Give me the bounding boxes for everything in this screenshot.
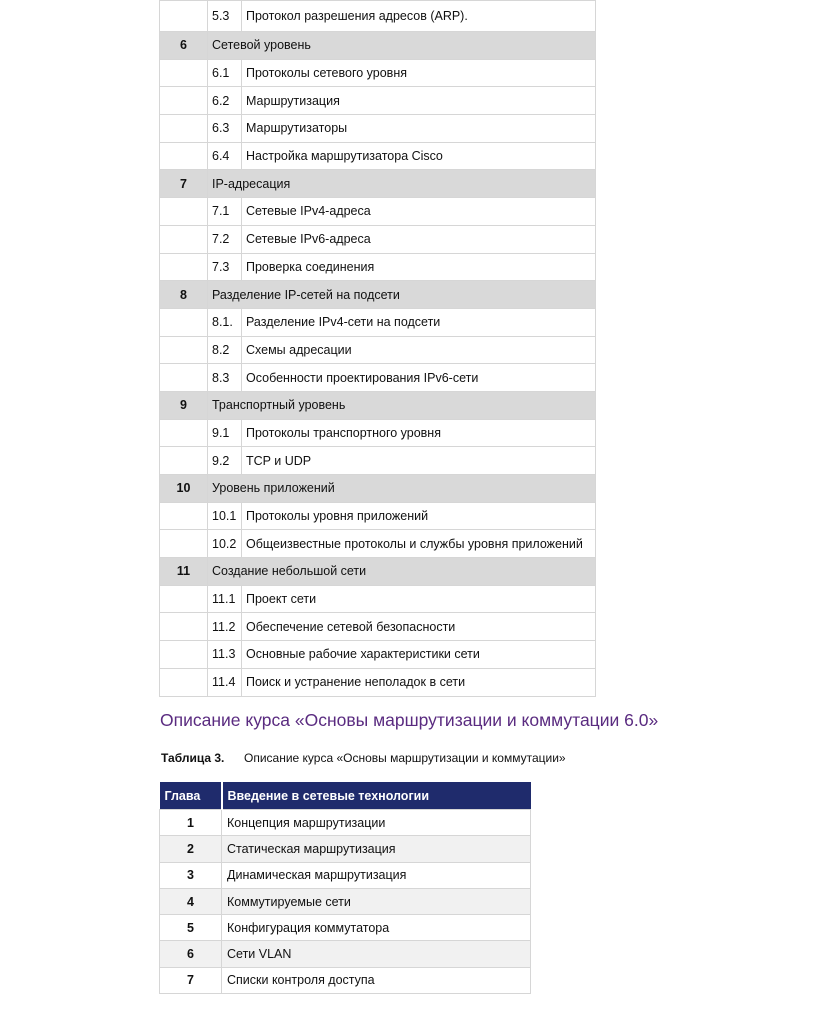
section-row	[160, 59, 596, 87]
chapter-title: Концепция маршрутизации	[222, 810, 531, 836]
table-row	[160, 836, 531, 862]
section-title: Общеизвестные протоколы и службы уровня приложений	[242, 530, 596, 558]
section-number: 8.3	[208, 364, 242, 392]
section-number: 9.1	[208, 419, 242, 447]
course-outline-table	[159, 0, 596, 697]
section-title: Маршрутизация	[242, 87, 596, 115]
section-number: 8.2	[208, 336, 242, 364]
chapter-number: 9	[160, 391, 208, 419]
chapter-number: 1	[160, 810, 222, 836]
chapter-number: 5	[160, 915, 222, 941]
section-title: Особенности проектирования IPv6-сети	[242, 364, 596, 392]
section-number: 6.1	[208, 59, 242, 87]
chapter-number: 2	[160, 836, 222, 862]
section-number: 6.3	[208, 115, 242, 143]
empty-cell	[160, 253, 208, 281]
empty-cell	[160, 502, 208, 530]
table-row	[160, 915, 531, 941]
empty-cell	[160, 225, 208, 253]
chapter-title: Статическая маршрутизация	[222, 836, 531, 862]
chapter-row	[160, 391, 596, 419]
chapter-title: Конфигурация коммутатора	[222, 915, 531, 941]
caption-label: Таблица 3.	[161, 751, 225, 765]
chapter-title: Списки контроля доступа	[222, 967, 531, 993]
section-row	[160, 198, 596, 226]
section-number: 7.2	[208, 225, 242, 253]
empty-cell	[160, 87, 208, 115]
section-row	[160, 1, 596, 32]
empty-cell	[160, 668, 208, 696]
empty-cell	[160, 142, 208, 170]
empty-cell	[160, 364, 208, 392]
chapter-title: Сетевой уровень	[208, 32, 596, 60]
section-title: Поиск и устранение неполадок в сети	[242, 668, 596, 696]
section-row	[160, 613, 596, 641]
empty-cell	[160, 641, 208, 669]
section-row	[160, 419, 596, 447]
section-row	[160, 668, 596, 696]
table-row	[160, 810, 531, 836]
section-number: 7.1	[208, 198, 242, 226]
chapter-number: 7	[160, 170, 208, 198]
chapter-title: Коммутируемые сети	[222, 888, 531, 914]
empty-cell	[160, 308, 208, 336]
chapter-title: Уровень приложений	[208, 475, 596, 503]
table-row	[160, 941, 531, 967]
chapter-number: 7	[160, 967, 222, 993]
chapter-number: 4	[160, 888, 222, 914]
section-title: Протоколы уровня приложений	[242, 502, 596, 530]
empty-cell	[160, 59, 208, 87]
section-number: 6.4	[208, 142, 242, 170]
empty-cell	[160, 198, 208, 226]
section-title: Проект сети	[242, 585, 596, 613]
section-row	[160, 585, 596, 613]
section-row	[160, 308, 596, 336]
section-row	[160, 502, 596, 530]
chapter-number: 8	[160, 281, 208, 309]
chapter-title: Транспортный уровень	[208, 391, 596, 419]
empty-cell	[160, 585, 208, 613]
section-heading: Описание курса «Основы маршрутизации и коммутации 6.0»	[160, 710, 659, 730]
section-number: 11.2	[208, 613, 242, 641]
section-number: 10.2	[208, 530, 242, 558]
section-row	[160, 87, 596, 115]
empty-cell	[160, 530, 208, 558]
caption-text: Описание курса «Основы маршрутизации и коммутации»	[244, 751, 566, 765]
section-title: Маршрутизаторы	[242, 115, 596, 143]
routing-switching-table	[159, 782, 531, 994]
header-title: Введение в сетевые технологии	[222, 782, 531, 810]
table-row	[160, 967, 531, 993]
chapter-number: 6	[160, 32, 208, 60]
section-row	[160, 115, 596, 143]
chapter-title: IP-адресация	[208, 170, 596, 198]
chapter-title: Разделение IP-сетей на подсети	[208, 281, 596, 309]
section-title: Настройка маршрутизатора Cisco	[242, 142, 596, 170]
section-title: Проверка соединения	[242, 253, 596, 281]
section-title: Обеспечение сетевой безопасности	[242, 613, 596, 641]
table-row	[160, 862, 531, 888]
section-row	[160, 142, 596, 170]
section-row	[160, 641, 596, 669]
chapter-row	[160, 281, 596, 309]
empty-cell	[160, 447, 208, 475]
chapter-title: Динамическая маршрутизация	[222, 862, 531, 888]
chapter-title: Сети VLAN	[222, 941, 531, 967]
section-title: Протокол разрешения адресов (ARP).	[242, 1, 596, 32]
empty-cell	[160, 336, 208, 364]
chapter-row	[160, 475, 596, 503]
section-number: 10.1	[208, 502, 242, 530]
chapter-row	[160, 170, 596, 198]
header-chapter: Глава	[160, 782, 222, 810]
empty-cell	[160, 419, 208, 447]
section-number: 6.2	[208, 87, 242, 115]
table-row	[160, 888, 531, 914]
section-row	[160, 447, 596, 475]
chapter-title: Создание небольшой сети	[208, 558, 596, 586]
section-number: 11.3	[208, 641, 242, 669]
section-title: Протоколы сетевого уровня	[242, 59, 596, 87]
section-number: 7.3	[208, 253, 242, 281]
empty-cell	[160, 613, 208, 641]
section-number: 9.2	[208, 447, 242, 475]
section-number: 5.3	[208, 1, 242, 32]
section-title: Основные рабочие характеристики сети	[242, 641, 596, 669]
chapter-number: 11	[160, 558, 208, 586]
chapter-row	[160, 32, 596, 60]
table-caption	[161, 751, 566, 765]
empty-cell	[160, 115, 208, 143]
section-title: Протоколы транспортного уровня	[242, 419, 596, 447]
section-row	[160, 253, 596, 281]
section-title: Сетевые IPv6-адреса	[242, 225, 596, 253]
section-number: 11.4	[208, 668, 242, 696]
empty-cell	[160, 1, 208, 32]
section-number: 8.1.	[208, 308, 242, 336]
chapter-number: 10	[160, 475, 208, 503]
chapter-number: 6	[160, 941, 222, 967]
section-row	[160, 530, 596, 558]
section-title: Схемы адресации	[242, 336, 596, 364]
section-title: TCP и UDP	[242, 447, 596, 475]
section-row	[160, 336, 596, 364]
section-row	[160, 225, 596, 253]
section-title: Сетевые IPv4-адреса	[242, 198, 596, 226]
section-row	[160, 364, 596, 392]
section-title: Разделение IPv4-сети на подсети	[242, 308, 596, 336]
chapter-row	[160, 558, 596, 586]
section-number: 11.1	[208, 585, 242, 613]
chapter-number: 3	[160, 862, 222, 888]
